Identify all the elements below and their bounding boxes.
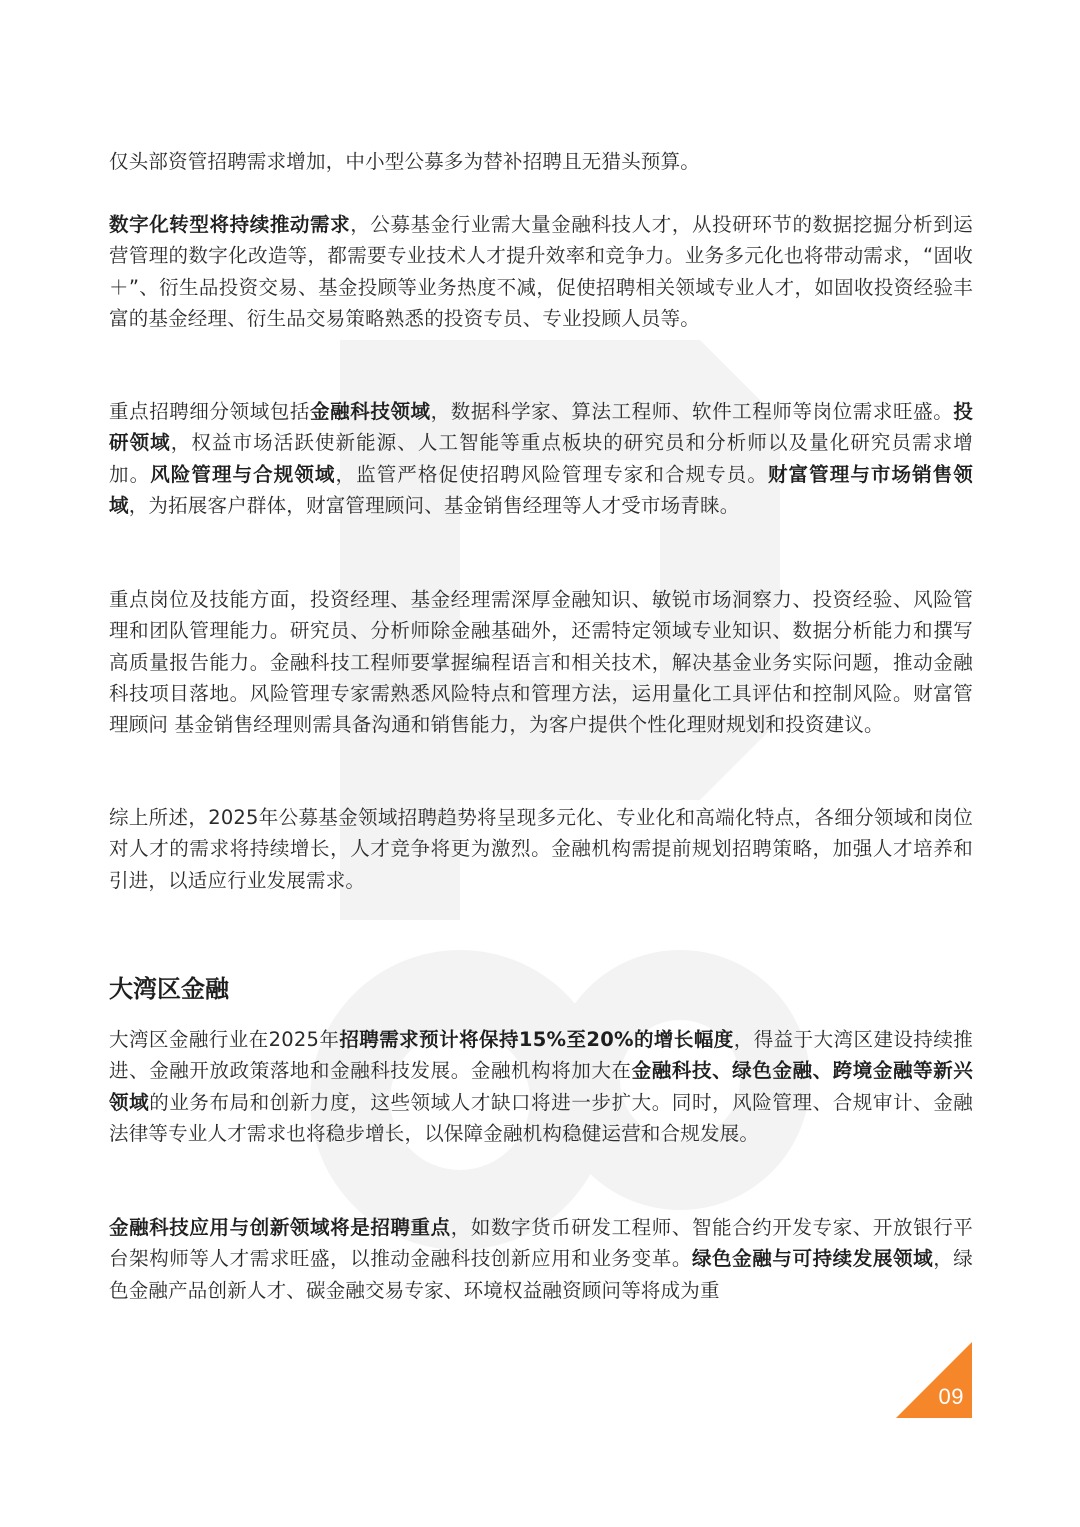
paragraph-3-bold-4: 财富管理与市场销售领域 — [109, 462, 973, 517]
paragraph-7 — [109, 1212, 973, 1306]
paragraph-3-bold-2: 投研领域 — [109, 400, 974, 455]
paragraph-6 — [109, 1024, 973, 1149]
paragraph-3-bold-1: 金融科技领域 — [310, 400, 431, 423]
paragraph-6-text-2: ，得益于大湾区建设持续推进、金融开放政策落地和金融科技发展。金融机构将加大在 — [109, 1028, 973, 1083]
paragraph-4 — [109, 584, 973, 740]
section-title: 大湾区金融 — [109, 975, 229, 1003]
paragraph-6-text-1: 大湾区金融行业在2025年 — [109, 1028, 340, 1051]
paragraph-7-bold-1: 金融科技应用与创新领域将是招聘重点 — [109, 1216, 451, 1239]
paragraph-2 — [109, 209, 973, 334]
paragraph-3-bold-3: 风险管理与合规领域 — [150, 462, 336, 486]
page-number: 09 — [938, 1384, 964, 1409]
paragraph-7-text-1: ，如数字货币研发工程师、智能合约开发专家、开放银行平台架构师等人才需求旺盛，以推动金融科技创新应用和业务变革。 — [109, 1216, 974, 1271]
paragraph-5-text: 综上所述，2025年公募基金领域招聘趋势将呈现多元化、专业化和高端化特点，各细分领域和岗位对人才的需求将持续增长，人才竞争将更为激烈。金融机构需提前规划招聘策略，加强人才培养和引进，以适应行业发展需求。 — [109, 806, 973, 892]
paragraph-6-text-3: 的业务布局和创新力度，这些领域人才缺口将进一步扩大。同时，风险管理、合规审计、金融法律等专业人才需求也将稳步增长，以保障金融机构稳健运营和合规发展。 — [109, 1090, 974, 1145]
paragraph-3-text-3: ，权益市场活跃使新能源、人工智能等重点板块的研究员和分析师以及量化研究员需求增加。 — [109, 431, 973, 486]
paragraph-3-text-4: ，监管严格促使招聘风险管理专家和合规专员。 — [335, 462, 768, 486]
paragraph-3-text-5: ，为拓展客户群体，财富管理顾问、基金销售经理等人才受市场青睐。 — [128, 493, 740, 517]
paragraph-1 — [109, 146, 973, 177]
paragraph-3-text-2: ，数据科学家、算法工程师、软件工程师等岗位需求旺盛。 — [430, 400, 954, 423]
paragraph-3 — [109, 396, 973, 521]
paragraph-7-text-2: ，绿色金融产品创新人才、碳金融交易专家、环境权益融资顾问等将成为重 — [109, 1247, 973, 1302]
paragraph-1-text: 仅头部资管招聘需求增加，中小型公募多为替补招聘且无猎头预算。 — [109, 150, 701, 173]
paragraph-7-bold-2: 绿色金融与可持续发展领域 — [691, 1247, 934, 1271]
paragraph-3-text-1: 重点招聘细分领域包括 — [109, 400, 311, 423]
paragraph-6-bold-1: 招聘需求预计将保持15%至20%的增长幅度 — [339, 1028, 734, 1051]
paragraph-4-text: 重点岗位及技能方面，投资经理、基金经理需深厚金融知识、敏锐市场洞察力、投资经验、风险管理和团队管理能力。研究员、分析师除金融基础外，还需特定领域专业知识、数据分析能力和撰写高质量报告能力。金融科技工程师要掌握编程语言和相关技术，解决基金业务实际问题，推动金融科技项目落地。风险管理专家需熟悉风险特点和管理方法，运用量化工具评估和控制风险。财富管理顾问 基金销售经理则需具备沟通和销售能力，为客户提供个性化理财规划和投资建议。 — [109, 588, 973, 737]
paragraph-2-text-1: ，公募基金行业需大量金融科技人才，从投研环节的数据挖掘分析到运营管理的数字化改造等，都需要专业技术人才提升效率和竞争力。业务多元化也将带动需求，“固收＋”、衍生品投资交易、基金投顾等业务热度不减，促使招聘相关领域专业人才，如固收投资经验丰富的基金经理、衍生品交易策略熟悉的投资专员、专业投顾人员等。 — [109, 213, 973, 330]
paragraph-5 — [109, 802, 973, 896]
paragraph-6-bold-2: 金融科技、绿色金融、跨境金融等新兴领域 — [109, 1059, 973, 1114]
paragraph-2-bold-1: 数字化转型将持续推动需求 — [109, 213, 351, 236]
